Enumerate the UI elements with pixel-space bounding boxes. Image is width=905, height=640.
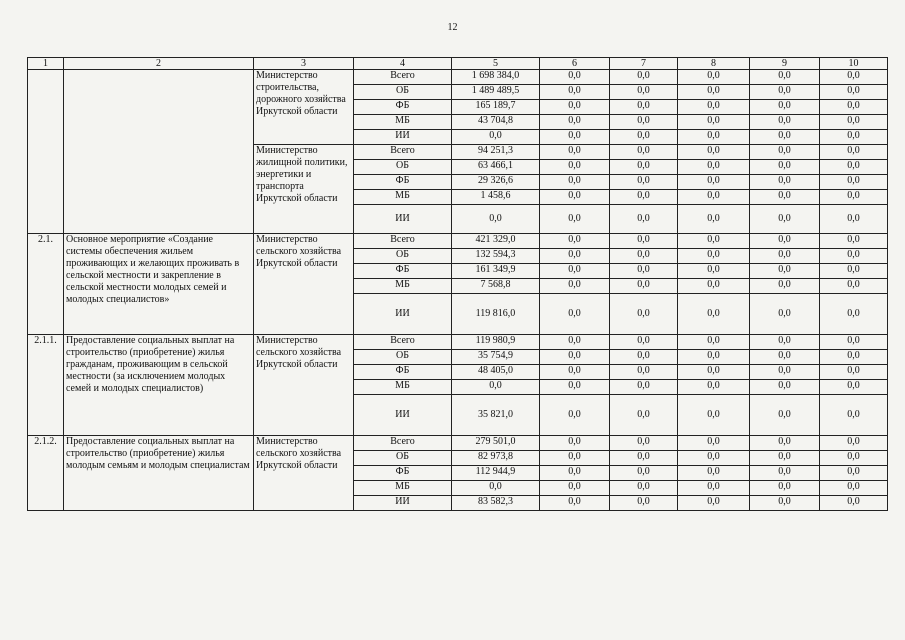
activity-name-cell: Основное мероприятие «Создание системы обеспечения жильем проживающих и желающих проживать в сельской местности и закрепление в сельской местности молодых семей и молодых специалистов» <box>64 234 254 335</box>
amount-cell: 63 466,1 <box>452 160 540 175</box>
column-header: 5 <box>452 58 540 70</box>
value-cell: 0,0 <box>750 70 820 85</box>
value-cell: 0,0 <box>540 481 610 496</box>
value-cell: 0,0 <box>678 70 750 85</box>
column-header: 6 <box>540 58 610 70</box>
amount-cell: 48 405,0 <box>452 365 540 380</box>
column-header: 7 <box>610 58 678 70</box>
executor-cell: Министерство сельского хозяйства Иркутской области <box>254 436 354 511</box>
value-cell: 0,0 <box>820 264 888 279</box>
activity-name-cell: Предоставление социальных выплат на строительство (приобретение) жилья молодым семьям и молодым специалистам <box>64 436 254 511</box>
value-cell: 0,0 <box>820 85 888 100</box>
value-cell: 0,0 <box>750 350 820 365</box>
item-number-cell <box>28 70 64 234</box>
value-cell: 0,0 <box>820 481 888 496</box>
column-header: 8 <box>678 58 750 70</box>
funding-source-cell: МБ <box>354 190 452 205</box>
funding-source-cell: ФБ <box>354 100 452 115</box>
value-cell: 0,0 <box>678 205 750 234</box>
executor-cell: Министерство строительства, дорожного хозяйства Иркутской области <box>254 70 354 145</box>
value-cell: 0,0 <box>610 481 678 496</box>
funding-source-cell: Всего <box>354 335 452 350</box>
value-cell: 0,0 <box>750 279 820 294</box>
value-cell: 0,0 <box>540 496 610 511</box>
amount-cell: 165 189,7 <box>452 100 540 115</box>
value-cell: 0,0 <box>610 436 678 451</box>
value-cell: 0,0 <box>540 190 610 205</box>
value-cell: 0,0 <box>540 234 610 249</box>
value-cell: 0,0 <box>540 451 610 466</box>
table-row <box>28 70 888 85</box>
value-cell: 0,0 <box>610 279 678 294</box>
value-cell: 0,0 <box>540 365 610 380</box>
value-cell: 0,0 <box>820 436 888 451</box>
value-cell: 0,0 <box>540 130 610 145</box>
value-cell: 0,0 <box>610 395 678 436</box>
value-cell: 0,0 <box>820 335 888 350</box>
column-header: 9 <box>750 58 820 70</box>
value-cell: 0,0 <box>610 205 678 234</box>
column-number-row <box>28 58 888 70</box>
value-cell: 0,0 <box>540 145 610 160</box>
item-number-cell: 2.1.2. <box>28 436 64 511</box>
funding-source-cell: ФБ <box>354 466 452 481</box>
value-cell: 0,0 <box>610 451 678 466</box>
value-cell: 0,0 <box>540 115 610 130</box>
amount-cell: 119 816,0 <box>452 294 540 335</box>
value-cell: 0,0 <box>750 234 820 249</box>
value-cell: 0,0 <box>678 279 750 294</box>
value-cell: 0,0 <box>678 115 750 130</box>
value-cell: 0,0 <box>610 380 678 395</box>
value-cell: 0,0 <box>820 294 888 335</box>
amount-cell: 112 944,9 <box>452 466 540 481</box>
value-cell: 0,0 <box>820 145 888 160</box>
value-cell: 0,0 <box>610 190 678 205</box>
value-cell: 0,0 <box>540 205 610 234</box>
funding-source-cell: ИИ <box>354 130 452 145</box>
value-cell: 0,0 <box>610 496 678 511</box>
amount-cell: 0,0 <box>452 205 540 234</box>
amount-cell: 35 821,0 <box>452 395 540 436</box>
value-cell: 0,0 <box>540 264 610 279</box>
amount-cell: 1 458,6 <box>452 190 540 205</box>
value-cell: 0,0 <box>678 395 750 436</box>
funding-source-cell: ИИ <box>354 205 452 234</box>
executor-cell: Министерство жилищной политики, энергетики и транспорта Иркутской области <box>254 145 354 234</box>
funding-source-cell: ИИ <box>354 294 452 335</box>
amount-cell: 43 704,8 <box>452 115 540 130</box>
value-cell: 0,0 <box>610 160 678 175</box>
executor-cell: Министерство сельского хозяйства Иркутской области <box>254 335 354 436</box>
value-cell: 0,0 <box>540 294 610 335</box>
value-cell: 0,0 <box>678 190 750 205</box>
value-cell: 0,0 <box>610 365 678 380</box>
value-cell: 0,0 <box>750 294 820 335</box>
value-cell: 0,0 <box>750 496 820 511</box>
value-cell: 0,0 <box>820 395 888 436</box>
value-cell: 0,0 <box>678 130 750 145</box>
value-cell: 0,0 <box>750 249 820 264</box>
page-number: 12 <box>447 22 458 33</box>
value-cell: 0,0 <box>750 115 820 130</box>
value-cell: 0,0 <box>678 160 750 175</box>
value-cell: 0,0 <box>610 294 678 335</box>
value-cell: 0,0 <box>610 234 678 249</box>
value-cell: 0,0 <box>540 436 610 451</box>
item-number-cell: 2.1. <box>28 234 64 335</box>
value-cell: 0,0 <box>678 234 750 249</box>
value-cell: 0,0 <box>610 335 678 350</box>
amount-cell: 119 980,9 <box>452 335 540 350</box>
value-cell: 0,0 <box>678 365 750 380</box>
value-cell: 0,0 <box>678 85 750 100</box>
amount-cell: 35 754,9 <box>452 350 540 365</box>
value-cell: 0,0 <box>678 335 750 350</box>
value-cell: 0,0 <box>540 380 610 395</box>
value-cell: 0,0 <box>750 205 820 234</box>
value-cell: 0,0 <box>678 264 750 279</box>
value-cell: 0,0 <box>678 451 750 466</box>
funding-source-cell: ФБ <box>354 365 452 380</box>
activity-name-cell <box>64 70 254 234</box>
value-cell: 0,0 <box>820 175 888 190</box>
funding-source-cell: ИИ <box>354 395 452 436</box>
value-cell: 0,0 <box>610 249 678 264</box>
value-cell: 0,0 <box>678 100 750 115</box>
value-cell: 0,0 <box>610 100 678 115</box>
amount-cell: 0,0 <box>452 481 540 496</box>
amount-cell: 29 326,6 <box>452 175 540 190</box>
value-cell: 0,0 <box>678 436 750 451</box>
amount-cell: 82 973,8 <box>452 451 540 466</box>
value-cell: 0,0 <box>750 395 820 436</box>
value-cell: 0,0 <box>610 115 678 130</box>
value-cell: 0,0 <box>750 380 820 395</box>
amount-cell: 1 698 384,0 <box>452 70 540 85</box>
value-cell: 0,0 <box>678 481 750 496</box>
value-cell: 0,0 <box>750 145 820 160</box>
value-cell: 0,0 <box>750 160 820 175</box>
value-cell: 0,0 <box>820 466 888 481</box>
value-cell: 0,0 <box>820 100 888 115</box>
value-cell: 0,0 <box>750 436 820 451</box>
value-cell: 0,0 <box>678 249 750 264</box>
funding-source-cell: МБ <box>354 481 452 496</box>
value-cell: 0,0 <box>540 350 610 365</box>
funding-source-cell: ИИ <box>354 496 452 511</box>
value-cell: 0,0 <box>678 145 750 160</box>
value-cell: 0,0 <box>678 466 750 481</box>
value-cell: 0,0 <box>540 175 610 190</box>
value-cell: 0,0 <box>750 466 820 481</box>
value-cell: 0,0 <box>678 294 750 335</box>
amount-cell: 279 501,0 <box>452 436 540 451</box>
value-cell: 0,0 <box>820 365 888 380</box>
value-cell: 0,0 <box>540 395 610 436</box>
amount-cell: 94 251,3 <box>452 145 540 160</box>
value-cell: 0,0 <box>540 100 610 115</box>
amount-cell: 1 489 489,5 <box>452 85 540 100</box>
value-cell: 0,0 <box>820 130 888 145</box>
value-cell: 0,0 <box>540 249 610 264</box>
funding-source-cell: ОБ <box>354 451 452 466</box>
funding-source-cell: ОБ <box>354 249 452 264</box>
value-cell: 0,0 <box>610 175 678 190</box>
value-cell: 0,0 <box>820 234 888 249</box>
amount-cell: 132 594,3 <box>452 249 540 264</box>
funding-source-cell: ОБ <box>354 160 452 175</box>
amount-cell: 0,0 <box>452 380 540 395</box>
value-cell: 0,0 <box>820 451 888 466</box>
column-header: 4 <box>354 58 452 70</box>
value-cell: 0,0 <box>540 466 610 481</box>
column-header: 1 <box>28 58 64 70</box>
value-cell: 0,0 <box>750 481 820 496</box>
funding-source-cell: Всего <box>354 70 452 85</box>
value-cell: 0,0 <box>750 190 820 205</box>
value-cell: 0,0 <box>820 249 888 264</box>
funding-source-cell: МБ <box>354 115 452 130</box>
value-cell: 0,0 <box>540 279 610 294</box>
table-row <box>28 234 888 249</box>
amount-cell: 7 568,8 <box>452 279 540 294</box>
funding-source-cell: Всего <box>354 145 452 160</box>
item-number-cell: 2.1.1. <box>28 335 64 436</box>
amount-cell: 161 349,9 <box>452 264 540 279</box>
value-cell: 0,0 <box>820 350 888 365</box>
value-cell: 0,0 <box>820 496 888 511</box>
column-header: 2 <box>64 58 254 70</box>
value-cell: 0,0 <box>750 365 820 380</box>
value-cell: 0,0 <box>820 380 888 395</box>
table-row <box>28 335 888 350</box>
value-cell: 0,0 <box>610 350 678 365</box>
value-cell: 0,0 <box>610 85 678 100</box>
value-cell: 0,0 <box>820 205 888 234</box>
funding-source-cell: ФБ <box>354 175 452 190</box>
value-cell: 0,0 <box>678 175 750 190</box>
value-cell: 0,0 <box>750 264 820 279</box>
value-cell: 0,0 <box>750 175 820 190</box>
value-cell: 0,0 <box>610 466 678 481</box>
value-cell: 0,0 <box>820 190 888 205</box>
value-cell: 0,0 <box>750 335 820 350</box>
value-cell: 0,0 <box>610 145 678 160</box>
value-cell: 0,0 <box>820 279 888 294</box>
value-cell: 0,0 <box>820 70 888 85</box>
funding-source-cell: МБ <box>354 279 452 294</box>
value-cell: 0,0 <box>820 160 888 175</box>
executor-cell: Министерство сельского хозяйства Иркутской области <box>254 234 354 335</box>
table-row <box>28 436 888 451</box>
value-cell: 0,0 <box>540 160 610 175</box>
amount-cell: 421 329,0 <box>452 234 540 249</box>
amount-cell: 0,0 <box>452 130 540 145</box>
value-cell: 0,0 <box>610 130 678 145</box>
value-cell: 0,0 <box>678 380 750 395</box>
funding-source-cell: ФБ <box>354 264 452 279</box>
value-cell: 0,0 <box>750 100 820 115</box>
value-cell: 0,0 <box>540 335 610 350</box>
value-cell: 0,0 <box>610 264 678 279</box>
value-cell: 0,0 <box>750 130 820 145</box>
funding-source-cell: ОБ <box>354 85 452 100</box>
value-cell: 0,0 <box>610 70 678 85</box>
funding-source-cell: МБ <box>354 380 452 395</box>
funding-source-cell: Всего <box>354 234 452 249</box>
column-header: 10 <box>820 58 888 70</box>
value-cell: 0,0 <box>540 70 610 85</box>
budget-table <box>27 57 888 511</box>
value-cell: 0,0 <box>750 85 820 100</box>
value-cell: 0,0 <box>540 85 610 100</box>
value-cell: 0,0 <box>750 451 820 466</box>
funding-source-cell: ОБ <box>354 350 452 365</box>
amount-cell: 83 582,3 <box>452 496 540 511</box>
column-header: 3 <box>254 58 354 70</box>
value-cell: 0,0 <box>678 496 750 511</box>
value-cell: 0,0 <box>678 350 750 365</box>
funding-source-cell: Всего <box>354 436 452 451</box>
activity-name-cell: Предоставление социальных выплат на строительство (приобретение) жилья гражданам, проживающим в сельской местности (за исключением молодых семей и молодых специалистов) <box>64 335 254 436</box>
value-cell: 0,0 <box>820 115 888 130</box>
